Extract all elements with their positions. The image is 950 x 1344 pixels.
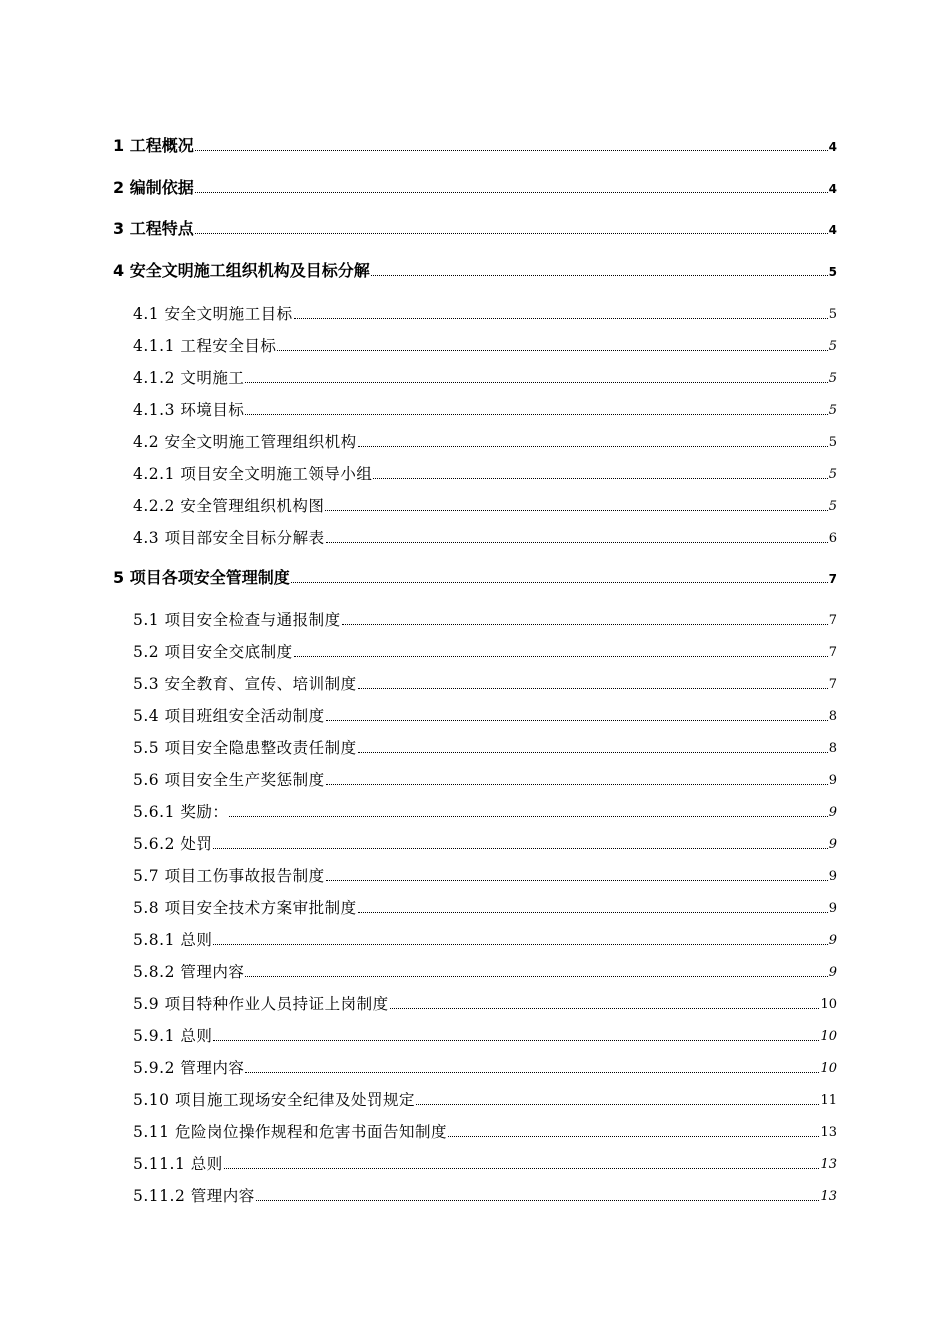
toc-dot-leader — [326, 542, 828, 543]
toc-entry[interactable] — [133, 956, 837, 980]
toc-entry-page-number: 5 — [828, 371, 837, 386]
toc-entry-title: 4.1.2 文明施工 — [133, 368, 245, 387]
toc-entry-page-number: 7 — [828, 613, 837, 628]
toc-entry[interactable] — [113, 172, 837, 196]
toc-entry-title: 5.6.2 处罚 — [133, 834, 213, 853]
toc-entry-page-number: 4 — [828, 182, 837, 196]
toc-entry[interactable] — [133, 700, 837, 724]
toc-entry[interactable] — [133, 522, 837, 546]
toc-entry-page-number: 13 — [820, 1189, 837, 1204]
toc-dot-leader — [326, 784, 828, 785]
toc-dot-leader — [416, 1104, 820, 1105]
toc-dot-leader — [277, 350, 827, 351]
toc-entry-page-number: 10 — [820, 997, 837, 1012]
toc-entry-page-number: 9 — [828, 933, 837, 948]
toc-entry-page-number: 9 — [828, 965, 837, 980]
toc-entry-title: 4.1.1 工程安全目标 — [133, 336, 277, 355]
toc-dot-leader — [371, 275, 828, 276]
toc-entry[interactable] — [133, 1084, 837, 1108]
toc-entry[interactable] — [133, 828, 837, 852]
toc-entry-page-number: 13 — [820, 1125, 837, 1140]
toc-dot-leader — [229, 816, 827, 817]
toc-entry-title: 1 工程概况 — [113, 136, 194, 155]
toc-dot-leader — [373, 478, 827, 479]
toc-dot-leader — [358, 752, 828, 753]
toc-dot-leader — [245, 1072, 819, 1073]
toc-dot-leader — [195, 150, 828, 151]
toc-entry-title: 5.2 项目安全交底制度 — [133, 642, 293, 661]
toc-dot-leader — [358, 688, 828, 689]
toc-entry-title: 5.7 项目工伤事故报告制度 — [133, 866, 325, 885]
toc-dot-leader — [448, 1136, 820, 1137]
toc-dot-leader — [213, 944, 827, 945]
toc-entry-title: 4 安全文明施工组织机构及目标分解 — [113, 261, 370, 280]
toc-entry[interactable] — [113, 213, 837, 237]
toc-entry-page-number: 4 — [828, 223, 837, 237]
toc-entry-page-number: 10 — [820, 1029, 837, 1044]
toc-entry-title: 5.9.2 管理内容 — [133, 1058, 245, 1077]
toc-entry[interactable] — [133, 604, 837, 628]
toc-entry-title: 4.1.3 环境目标 — [133, 400, 245, 419]
toc-entry-title: 4.2.2 安全管理组织机构图 — [133, 496, 325, 515]
toc-dot-leader — [342, 624, 828, 625]
toc-entry-title: 5.9 项目特种作业人员持证上岗制度 — [133, 994, 389, 1013]
toc-entry[interactable] — [133, 330, 837, 354]
toc-entry-title: 4.3 项目部安全目标分解表 — [133, 528, 325, 547]
toc-dot-leader — [213, 848, 827, 849]
toc-entry[interactable] — [133, 924, 837, 948]
toc-entry-title: 5.5 项目安全隐患整改责任制度 — [133, 738, 357, 757]
toc-dot-leader — [213, 1040, 819, 1041]
toc-entry-page-number: 5 — [828, 435, 837, 450]
toc-entry[interactable] — [133, 668, 837, 692]
toc-dot-leader — [294, 318, 828, 319]
toc-entry-title: 5.8.1 总则 — [133, 930, 213, 949]
toc-entry[interactable] — [133, 362, 837, 386]
toc-entry-page-number: 7 — [828, 572, 837, 586]
toc-entry[interactable] — [133, 426, 837, 450]
toc-entry-page-number: 5 — [828, 265, 837, 279]
toc-entry-title: 4.1 安全文明施工目标 — [133, 304, 293, 323]
toc-entry[interactable] — [133, 796, 837, 820]
toc-dot-leader — [326, 720, 828, 721]
toc-entry[interactable] — [113, 130, 837, 154]
toc-entry-page-number: 7 — [828, 645, 837, 660]
toc-entry-page-number: 5 — [828, 339, 837, 354]
toc-entry[interactable] — [133, 988, 837, 1012]
toc-entry[interactable] — [133, 892, 837, 916]
toc-entry-page-number: 9 — [828, 805, 837, 820]
toc-entry-title: 5.6.1 奖励： — [133, 802, 229, 821]
toc-entry-page-number: 10 — [820, 1061, 837, 1076]
toc-entry[interactable] — [133, 298, 837, 322]
toc-entry-page-number: 9 — [828, 869, 837, 884]
toc-entry-page-number: 9 — [828, 773, 837, 788]
toc-entry-title: 5.10 项目施工现场安全纪律及处罚规定 — [133, 1090, 415, 1109]
toc-dot-leader — [256, 1200, 820, 1201]
toc-dot-leader — [390, 1008, 820, 1009]
toc-entry-title: 5.8 项目安全技术方案审批制度 — [133, 898, 357, 917]
toc-dot-leader — [224, 1168, 820, 1169]
toc-entry-title: 5 项目各项安全管理制度 — [113, 568, 290, 587]
toc-dot-leader — [291, 582, 828, 583]
toc-entry-page-number: 13 — [820, 1157, 837, 1172]
toc-entry-page-number: 5 — [828, 499, 837, 514]
toc-entry-page-number: 11 — [820, 1093, 837, 1108]
toc-entry[interactable] — [133, 1148, 837, 1172]
toc-dot-leader — [326, 880, 828, 881]
toc-entry[interactable] — [133, 1116, 837, 1140]
toc-entry[interactable] — [133, 636, 837, 660]
toc-entry[interactable] — [133, 764, 837, 788]
toc-entry-page-number: 9 — [828, 837, 837, 852]
toc-entry-page-number: 8 — [828, 709, 837, 724]
toc-dot-leader — [294, 656, 828, 657]
toc-entry-title: 5.4 项目班组安全活动制度 — [133, 706, 325, 725]
toc-entry-page-number: 9 — [828, 901, 837, 916]
toc-entry-page-number: 7 — [828, 677, 837, 692]
toc-entry[interactable] — [133, 490, 837, 514]
toc-entry[interactable] — [133, 732, 837, 756]
toc-dot-leader — [195, 192, 828, 193]
toc-entry-page-number: 6 — [828, 531, 837, 546]
toc-dot-leader — [245, 976, 827, 977]
toc-entry-page-number: 5 — [828, 403, 837, 418]
toc-entry-title: 5.11.2 管理内容 — [133, 1186, 255, 1205]
toc-entry-page-number: 5 — [828, 307, 837, 322]
toc-entry[interactable] — [113, 255, 837, 279]
toc-dot-leader — [325, 510, 827, 511]
toc-dot-leader — [358, 912, 828, 913]
toc-dot-leader — [358, 446, 828, 447]
toc-entry-title: 5.3 安全教育、宣传、培训制度 — [133, 674, 357, 693]
toc-entry-page-number: 5 — [828, 467, 837, 482]
toc-dot-leader — [245, 414, 827, 415]
toc-dot-leader — [195, 233, 828, 234]
toc-entry-title: 5.1 项目安全检查与通报制度 — [133, 610, 341, 629]
toc-entry-title: 4.2 安全文明施工管理组织机构 — [133, 432, 357, 451]
toc-entry-title: 3 工程特点 — [113, 219, 194, 238]
toc-entry[interactable] — [133, 394, 837, 418]
toc-entry[interactable] — [133, 1180, 837, 1204]
toc-entry-title: 5.11 危险岗位操作规程和危害书面告知制度 — [133, 1122, 447, 1141]
toc-entry[interactable] — [133, 458, 837, 482]
toc-entry[interactable] — [133, 860, 837, 884]
toc-entry-title: 5.9.1 总则 — [133, 1026, 213, 1045]
toc-entry-title: 5.6 项目安全生产奖惩制度 — [133, 770, 325, 789]
toc-entry-page-number: 8 — [828, 741, 837, 756]
toc-entry-title: 5.8.2 管理内容 — [133, 962, 245, 981]
toc-entry[interactable] — [113, 562, 837, 586]
toc-dot-leader — [245, 382, 827, 383]
toc-entry-title: 2 编制依据 — [113, 178, 194, 197]
toc-entry[interactable] — [133, 1020, 837, 1044]
toc-entry-page-number: 4 — [828, 140, 837, 154]
toc-entry[interactable] — [133, 1052, 837, 1076]
toc-entry-title: 4.2.1 项目安全文明施工领导小组 — [133, 464, 373, 483]
toc-entry-title: 5.11.1 总则 — [133, 1154, 223, 1173]
